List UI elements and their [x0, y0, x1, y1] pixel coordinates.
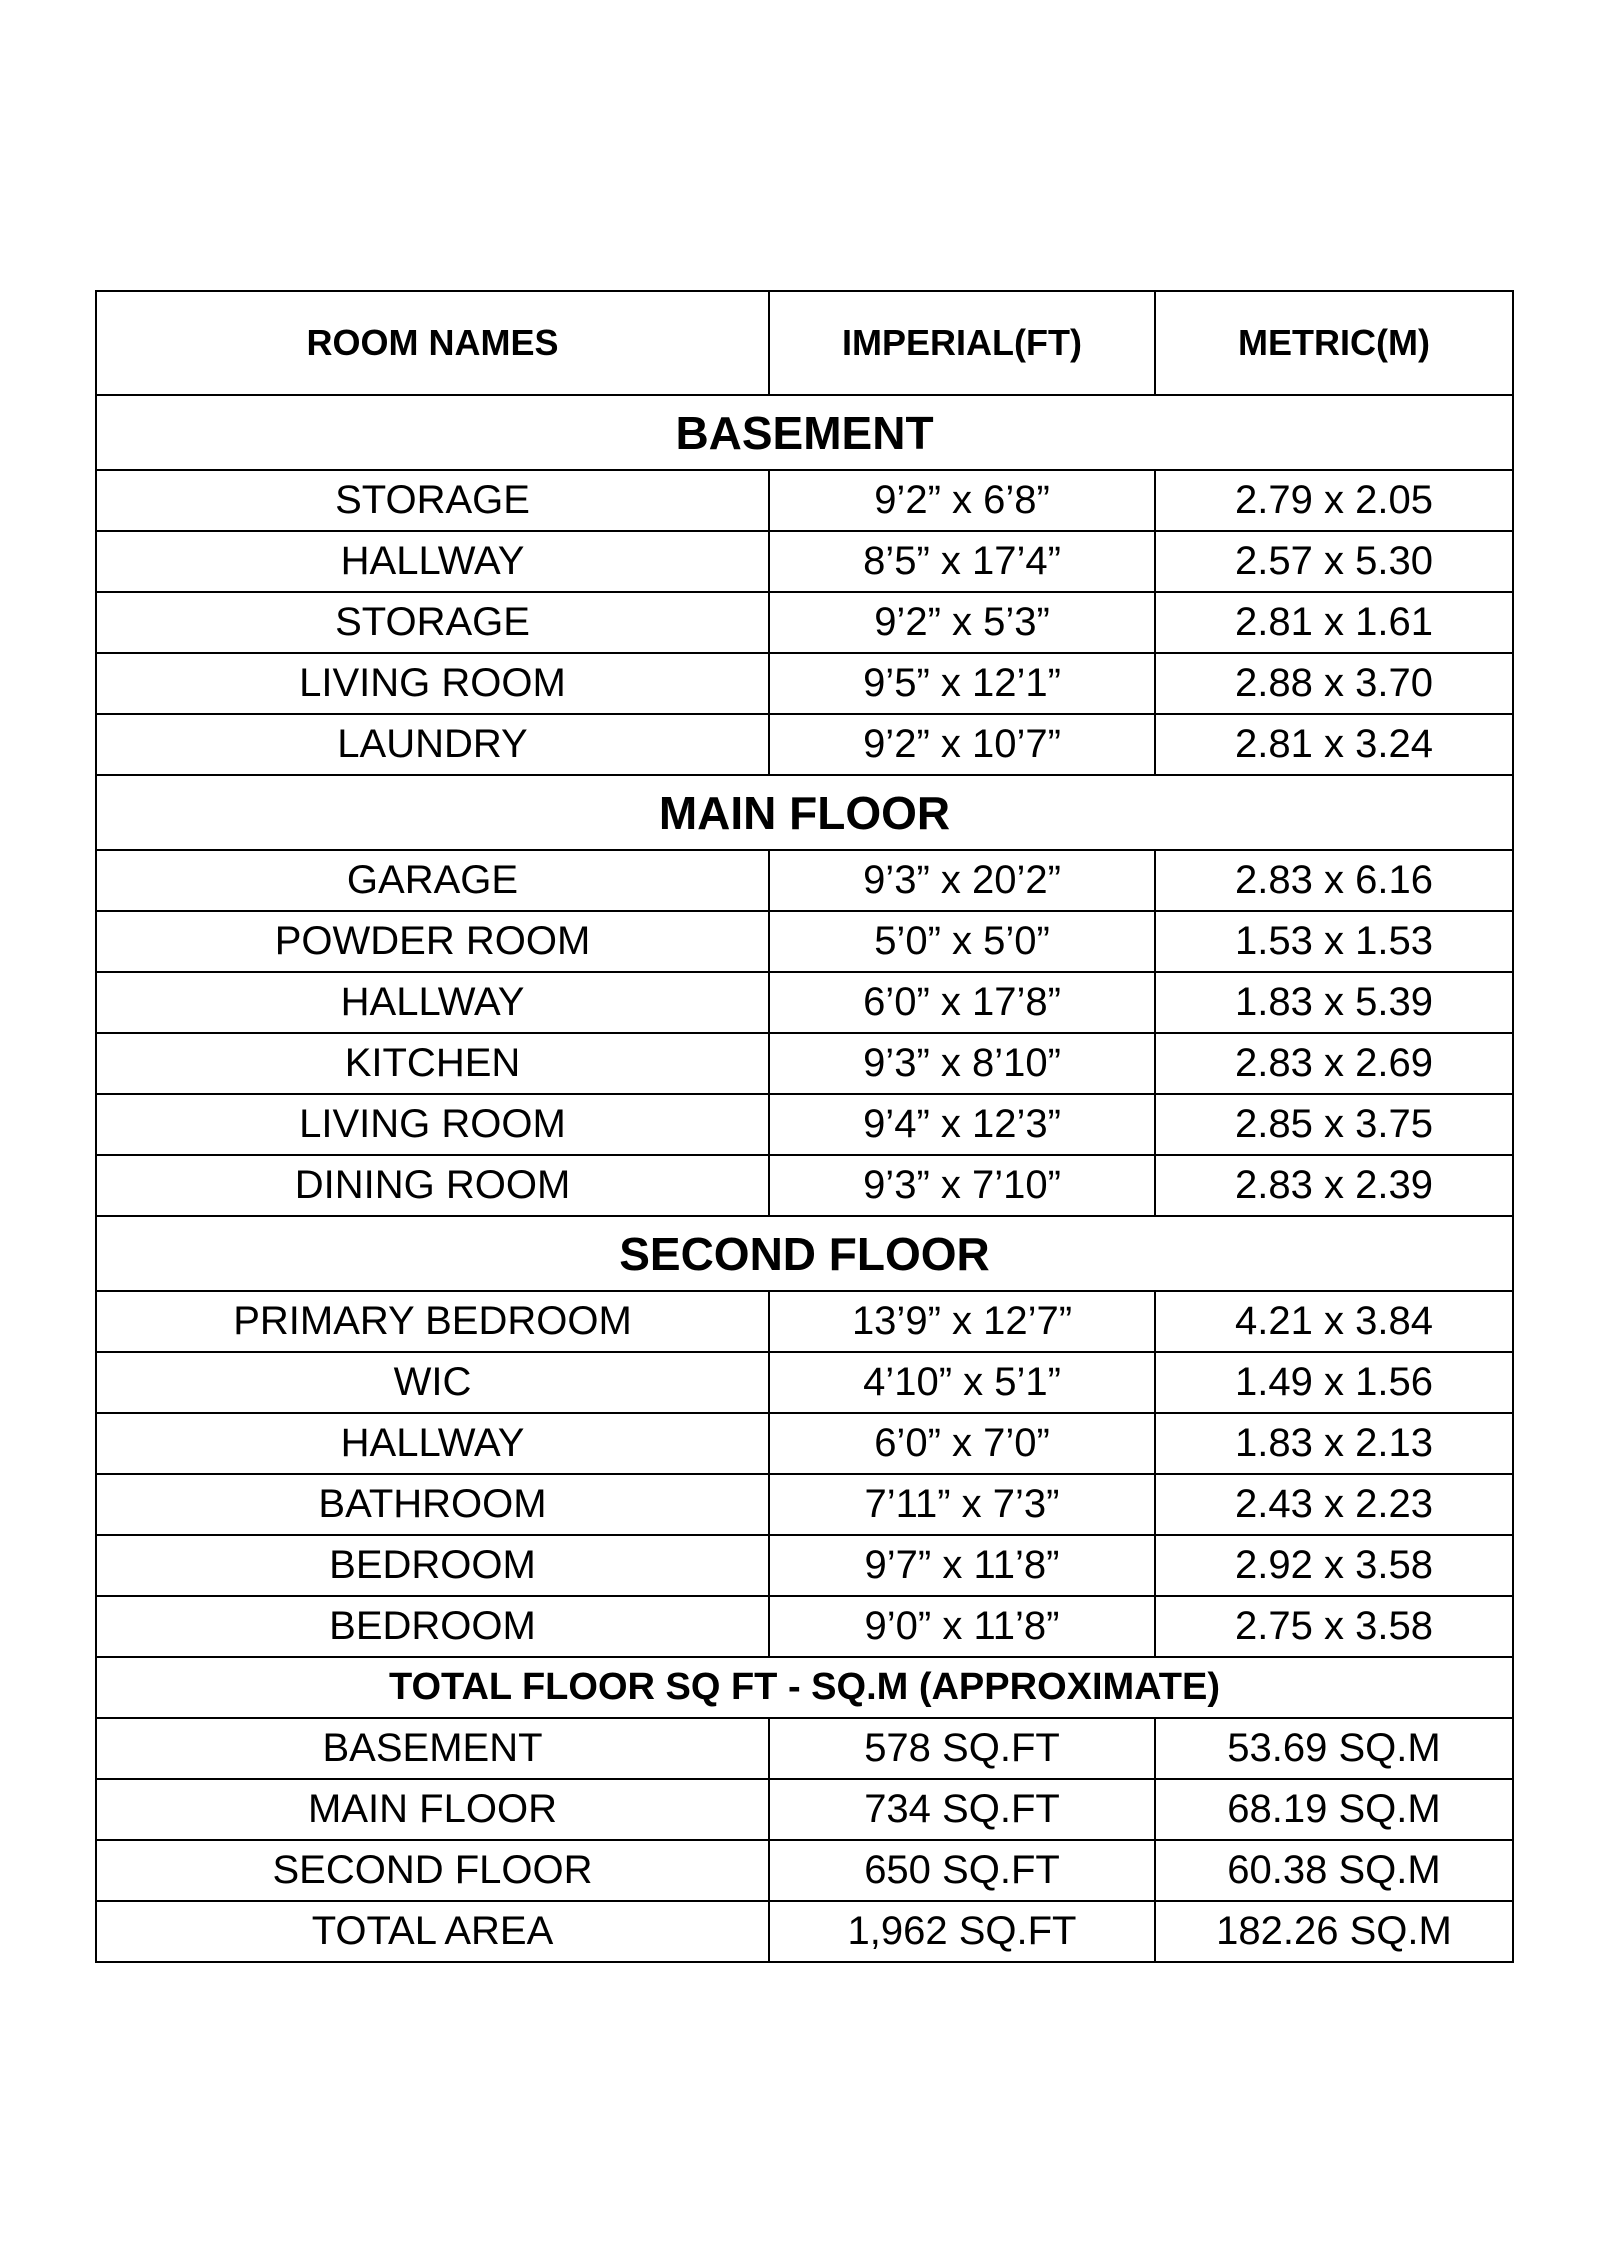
room-name-cell: SECOND FLOOR — [96, 1840, 769, 1901]
metric-cell: 2.81 x 3.24 — [1155, 714, 1513, 775]
imperial-cell: 9’2” x 5’3” — [769, 592, 1155, 653]
table-row — [96, 470, 1513, 531]
metric-cell: 1.83 x 5.39 — [1155, 972, 1513, 1033]
table-row — [96, 1535, 1513, 1596]
total-row — [96, 1901, 1513, 1962]
metric-cell: 1.49 x 1.56 — [1155, 1352, 1513, 1413]
header-row — [96, 291, 1513, 395]
imperial-cell: 1,962 SQ.FT — [769, 1901, 1155, 1962]
table-row — [96, 1352, 1513, 1413]
table-row — [96, 531, 1513, 592]
imperial-cell: 650 SQ.FT — [769, 1840, 1155, 1901]
metric-cell: 2.88 x 3.70 — [1155, 653, 1513, 714]
metric-cell: 4.21 x 3.84 — [1155, 1291, 1513, 1352]
room-dimensions-table — [95, 290, 1514, 1963]
metric-cell: 2.75 x 3.58 — [1155, 1596, 1513, 1657]
metric-cell: 53.69 SQ.M — [1155, 1718, 1513, 1779]
total-row — [96, 1718, 1513, 1779]
imperial-header: IMPERIAL(FT) — [769, 291, 1155, 395]
room-name-cell: TOTAL AREA — [96, 1901, 769, 1962]
table-row — [96, 1474, 1513, 1535]
room-name-cell: PRIMARY BEDROOM — [96, 1291, 769, 1352]
section-1-title: MAIN FLOOR — [96, 775, 1513, 850]
metric-header: METRIC(M) — [1155, 291, 1513, 395]
metric-cell: 2.57 x 5.30 — [1155, 531, 1513, 592]
metric-cell: 68.19 SQ.M — [1155, 1779, 1513, 1840]
table-row — [96, 714, 1513, 775]
room-name-cell: LAUNDRY — [96, 714, 769, 775]
imperial-cell: 9’0” x 11’8” — [769, 1596, 1155, 1657]
imperial-cell: 6’0” x 7’0” — [769, 1413, 1155, 1474]
table-row — [96, 1413, 1513, 1474]
room-name-cell: DINING ROOM — [96, 1155, 769, 1216]
total-row — [96, 1779, 1513, 1840]
imperial-cell: 5’0” x 5’0” — [769, 911, 1155, 972]
imperial-cell: 9’3” x 7’10” — [769, 1155, 1155, 1216]
room-name-cell: POWDER ROOM — [96, 911, 769, 972]
metric-cell: 2.92 x 3.58 — [1155, 1535, 1513, 1596]
metric-cell: 2.83 x 2.69 — [1155, 1033, 1513, 1094]
totals-header-title: TOTAL FLOOR SQ FT - SQ.M (APPROXIMATE) — [96, 1657, 1513, 1718]
room-name-cell: BASEMENT — [96, 1718, 769, 1779]
table-body — [96, 395, 1513, 1962]
room-name-cell: LIVING ROOM — [96, 1094, 769, 1155]
metric-cell: 2.81 x 1.61 — [1155, 592, 1513, 653]
room-name-cell: HALLWAY — [96, 972, 769, 1033]
room-name-cell: BEDROOM — [96, 1535, 769, 1596]
room-name-cell: BEDROOM — [96, 1596, 769, 1657]
imperial-cell: 9’2” x 6’8” — [769, 470, 1155, 531]
table-row — [96, 911, 1513, 972]
imperial-cell: 9’3” x 20’2” — [769, 850, 1155, 911]
table-row — [96, 592, 1513, 653]
imperial-cell: 9’5” x 12’1” — [769, 653, 1155, 714]
totals-header-row — [96, 1657, 1513, 1718]
section-1-row — [96, 775, 1513, 850]
total-row — [96, 1840, 1513, 1901]
table-row — [96, 1033, 1513, 1094]
metric-cell: 2.83 x 2.39 — [1155, 1155, 1513, 1216]
room-name-cell: HALLWAY — [96, 531, 769, 592]
room-name-cell: HALLWAY — [96, 1413, 769, 1474]
imperial-cell: 4’10” x 5’1” — [769, 1352, 1155, 1413]
metric-cell: 2.43 x 2.23 — [1155, 1474, 1513, 1535]
imperial-cell: 578 SQ.FT — [769, 1718, 1155, 1779]
metric-cell: 60.38 SQ.M — [1155, 1840, 1513, 1901]
imperial-cell: 734 SQ.FT — [769, 1779, 1155, 1840]
section-2-title: SECOND FLOOR — [96, 1216, 1513, 1291]
room-name-cell: STORAGE — [96, 470, 769, 531]
imperial-cell: 6’0” x 17’8” — [769, 972, 1155, 1033]
room-name-cell: BATHROOM — [96, 1474, 769, 1535]
metric-cell: 2.85 x 3.75 — [1155, 1094, 1513, 1155]
imperial-cell: 8’5” x 17’4” — [769, 531, 1155, 592]
imperial-cell: 7’11” x 7’3” — [769, 1474, 1155, 1535]
table-row — [96, 1155, 1513, 1216]
room-name-cell: GARAGE — [96, 850, 769, 911]
imperial-cell: 9’4” x 12’3” — [769, 1094, 1155, 1155]
room-names-header: ROOM NAMES — [96, 291, 769, 395]
room-name-cell: MAIN FLOOR — [96, 1779, 769, 1840]
imperial-cell: 13’9” x 12’7” — [769, 1291, 1155, 1352]
imperial-cell: 9’3” x 8’10” — [769, 1033, 1155, 1094]
metric-cell: 182.26 SQ.M — [1155, 1901, 1513, 1962]
table-row — [96, 653, 1513, 714]
metric-cell: 1.83 x 2.13 — [1155, 1413, 1513, 1474]
section-2-row — [96, 1216, 1513, 1291]
metric-cell: 2.79 x 2.05 — [1155, 470, 1513, 531]
imperial-cell: 9’7” x 11’8” — [769, 1535, 1155, 1596]
metric-cell: 2.83 x 6.16 — [1155, 850, 1513, 911]
table-row — [96, 850, 1513, 911]
room-name-cell: STORAGE — [96, 592, 769, 653]
section-0-title: BASEMENT — [96, 395, 1513, 470]
table-row — [96, 1291, 1513, 1352]
room-name-cell: KITCHEN — [96, 1033, 769, 1094]
room-name-cell: LIVING ROOM — [96, 653, 769, 714]
table-row — [96, 1094, 1513, 1155]
metric-cell: 1.53 x 1.53 — [1155, 911, 1513, 972]
table-row — [96, 1596, 1513, 1657]
imperial-cell: 9’2” x 10’7” — [769, 714, 1155, 775]
table-row — [96, 972, 1513, 1033]
section-0-row — [96, 395, 1513, 470]
room-name-cell: WIC — [96, 1352, 769, 1413]
